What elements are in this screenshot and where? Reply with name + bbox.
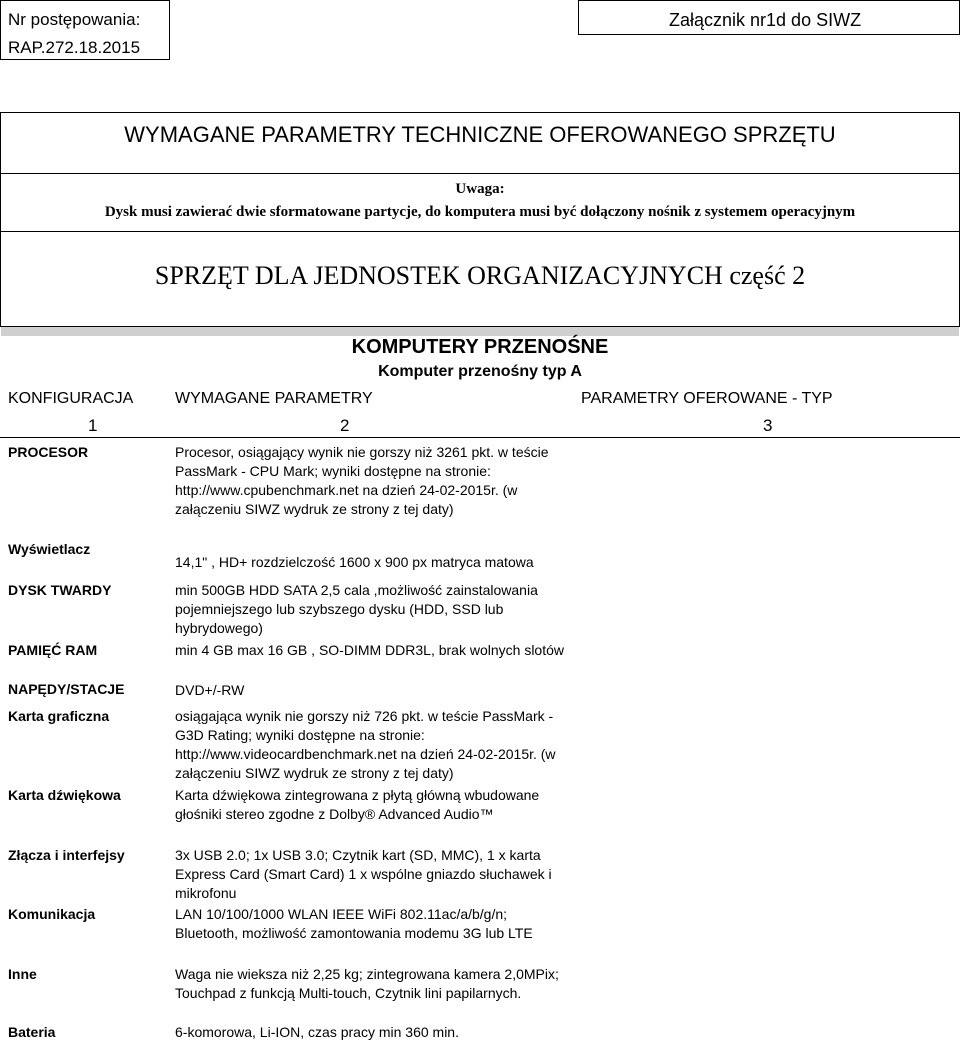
attachment-label: Załącznik nr1d do SIWZ	[669, 10, 862, 30]
column-header-configuration: KONFIGURACJA	[8, 390, 134, 407]
category-title: KOMPUTERY PRZENOŚNE	[351, 336, 609, 358]
note-text: Dysk musi zawierać dwie sformatowane partycje, do komputera musi być dołączony nośnik z systemem operacyjnym	[104, 204, 856, 220]
row-value-battery: 6-komorowa, Li-ION, czas pracy min 360 min.	[175, 1024, 459, 1040]
column-header-required: WYMAGANE PARAMETRY	[175, 390, 373, 407]
note-box	[0, 174, 960, 232]
column-header-offered: PARAMETRY OFEROWANE - TYP	[581, 390, 833, 407]
column-number-2: 2	[340, 416, 350, 435]
document-title: WYMAGANE PARAMETRY TECHNICZNE OFEROWANEGO SPRZĘTU	[124, 122, 836, 147]
row-label-ports: Złącza i interfejsy	[8, 847, 125, 863]
row-value-sound-card: Karta dźwiękowa zintegrowana z płytą główną wbudowane głośniki stereo zgodne z Dolby® Advanced Audio™	[175, 787, 540, 822]
row-value-display: 14,1" , HD+ rozdzielczość 1600 x 900 px matryca matowa	[175, 554, 534, 570]
row-label-processor: PROCESOR	[8, 444, 89, 460]
row-label-other: Inne	[8, 966, 37, 982]
document-title-box	[0, 112, 960, 174]
row-label-drives: NAPĘDY/STACJE	[8, 681, 125, 697]
row-label-battery: Bateria	[8, 1024, 56, 1040]
column-number-3: 3	[763, 416, 773, 435]
row-value-graphics-card: osiągająca wynik nie gorszy niż 726 pkt. w teście PassMark - G3D Rating; wyniki dostępne na stronie: http://www.videocardbenchmark.net na dzień 24-02-2015r. (w załączeniu SIWZ wydruk ze strony z tej daty)	[175, 708, 556, 781]
category-subtitle: Komputer przenośny typ A	[378, 363, 582, 380]
row-value-drives: DVD+/-RW	[175, 682, 245, 698]
row-value-other: Waga nie wieksza niż 2,25 kg; zintegrowana kamera 2,0MPix; Touchpad z funkcją Multi-touch, Czytnik lini papilarnych.	[175, 966, 559, 1001]
gray-separator	[1, 327, 959, 336]
row-label-communication: Komunikacja	[8, 906, 96, 922]
case-number-label: Nr postępowania:	[8, 10, 141, 29]
header-rule	[0, 437, 960, 438]
row-value-ports: 3x USB 2.0; 1x USB 3.0; Czytnik kart (SD, MMC), 1 x karta Express Card (Smart Card) 1 x wspólne gniazdo słuchawek i mikrofonu	[175, 847, 552, 901]
row-value-communication: LAN 10/100/1000 WLAN IEEE WiFi 802.11ac/a/b/g/n; Bluetooth, możliwość zamontowania modemu 3G lub LTE	[175, 906, 533, 941]
section-title-box	[0, 232, 960, 327]
row-label-ram: PAMIĘĆ RAM	[8, 642, 98, 658]
row-value-ram: min 4 GB max 16 GB , SO-DIMM DDR3L, brak wolnych slotów	[175, 642, 564, 658]
row-value-processor: Procesor, osiągający wynik nie gorszy niż 3261 pkt. w teście PassMark - CPU Mark; wyniki dostępne na stronie: http://www.cpubenchmark.net na dzień 24-02-2015r. (w załączeniu SIWZ wydruk ze strony z tej daty)	[175, 444, 549, 517]
attachment-box	[578, 0, 960, 35]
case-number-value: RAP.272.18.2015	[8, 38, 141, 57]
note-label: Uwaga:	[455, 181, 505, 197]
row-label-sound-card: Karta dźwiękowa	[8, 787, 121, 803]
column-number-1: 1	[88, 416, 98, 435]
section-title: SPRZĘT DLA JEDNOSTEK ORGANIZACYJNYCH część 2	[154, 261, 806, 290]
case-number-box	[0, 0, 170, 60]
row-label-graphics-card: Karta graficzna	[8, 708, 110, 724]
row-value-hard-drive: min 500GB HDD SATA 2,5 cala ,możliwość zainstalowania pojemniejszego lub szybszego dysku (HDD, SSD lub hybrydowego)	[175, 582, 538, 636]
row-label-hard-drive: DYSK TWARDY	[8, 582, 112, 598]
row-label-display: Wyświetlacz	[8, 541, 91, 557]
